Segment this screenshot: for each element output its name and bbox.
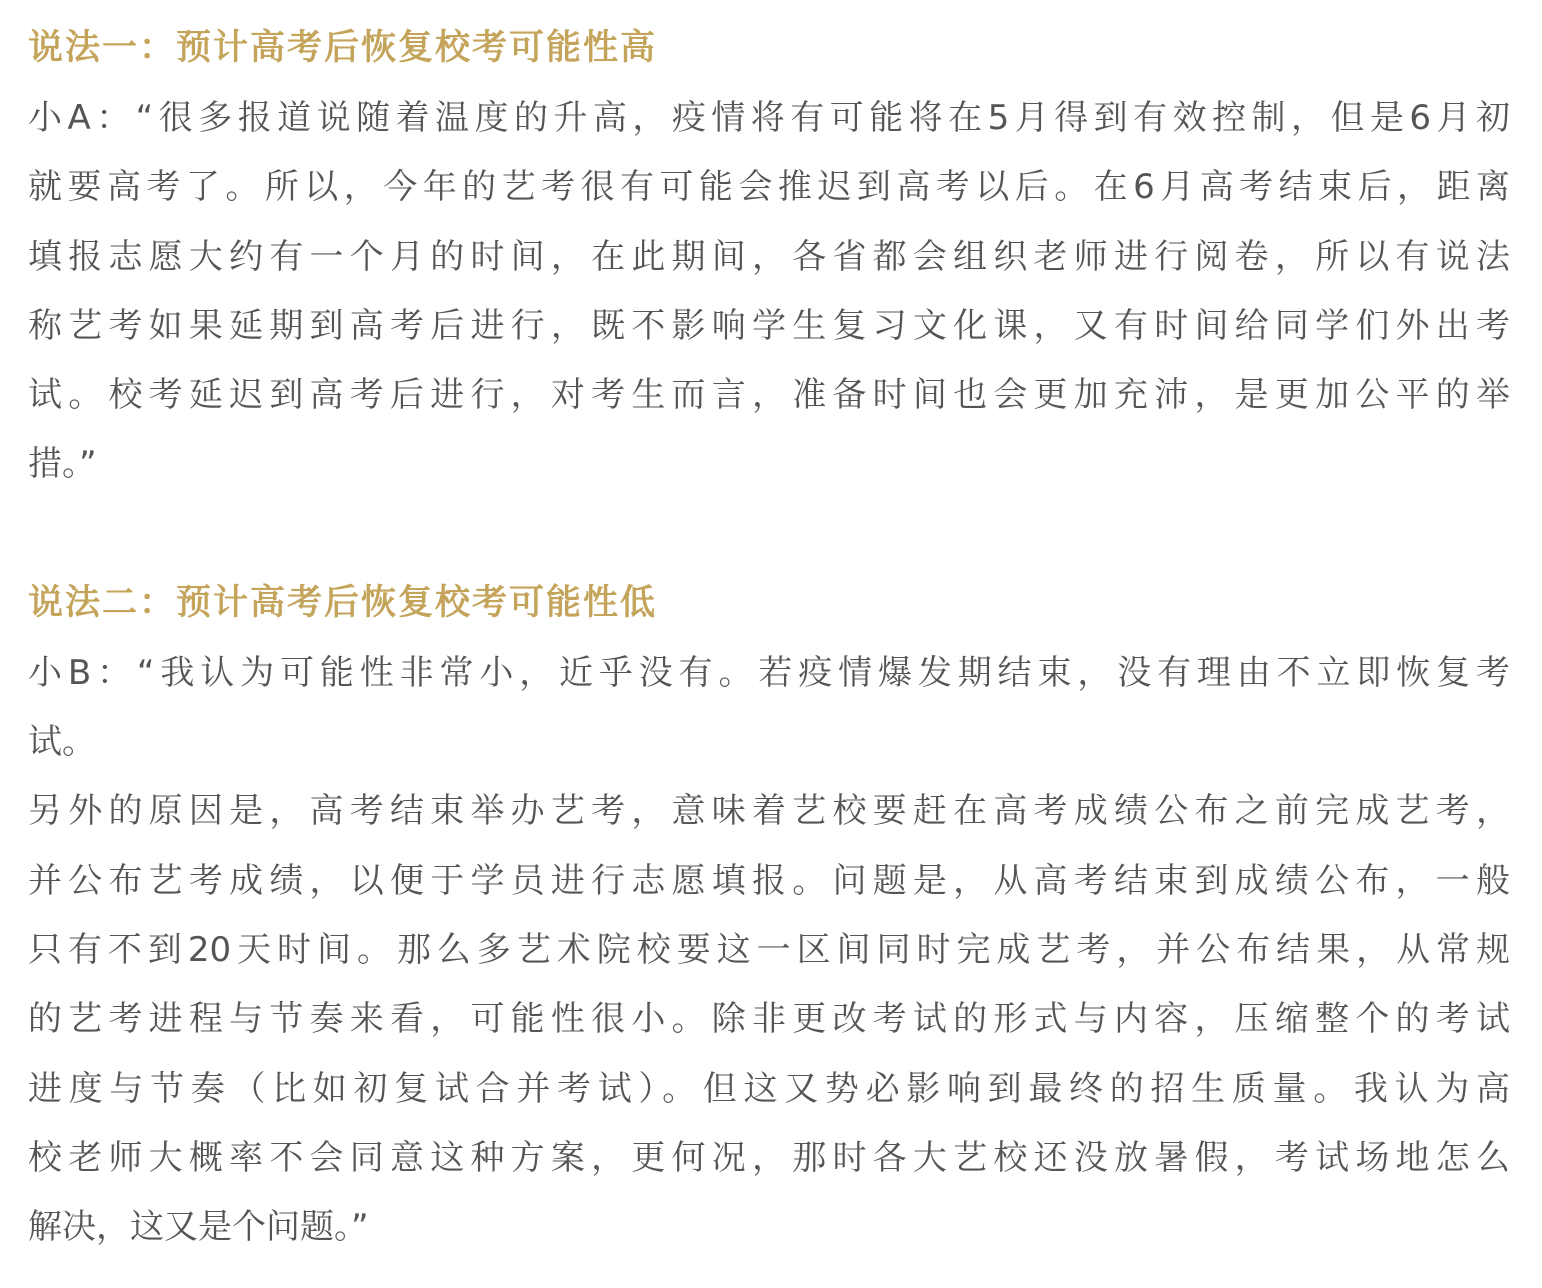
section-2-paragraph-line: 并公布艺考成绩，以便于学员进行志愿填报。问题是，从高考结束到成绩公布，一般 <box>28 861 1510 901</box>
section-2-paragraph-line: 解决，这又是个问题。” <box>28 1207 369 1247</box>
section-2-paragraph-line: 只有不到20天时间。那么多艺术院校要这一区间同时完成艺考，并公布结果，从常规 <box>28 930 1510 970</box>
section-1-paragraph-line: 填报志愿大约有一个月的时间，在此期间，各省都会组织老师进行阅卷，所以有说法 <box>28 237 1510 277</box>
section-1-heading: 说法一：预计高考后恢复校考可能性高 <box>28 28 658 68</box>
section-2-paragraph-line: 小B：“我认为可能性非常小，近乎没有。若疫情爆发期结束，没有理由不立即恢复考 <box>28 653 1510 693</box>
section-2-paragraph-line: 进度与节奏（比如初复试合并考试）。但这又势必影响到最终的招生质量。我认为高 <box>28 1069 1510 1109</box>
section-1-paragraph-line: 措。” <box>28 444 97 484</box>
section-1-paragraph-line: 就要高考了。所以，今年的艺考很有可能会推迟到高考以后。在6月高考结束后，距离 <box>28 167 1510 207</box>
section-1-paragraph-line: 小A：“很多报道说随着温度的升高，疫情将有可能将在5月得到有效控制，但是6月初 <box>28 98 1510 138</box>
section-2-paragraph-line: 校老师大概率不会同意这种方案，更何况，那时各大艺校还没放暑假，考试场地怎么 <box>28 1138 1510 1178</box>
section-1-paragraph-line: 试。校考延迟到高考后进行，对考生而言，准备时间也会更加充沛，是更加公平的举 <box>28 375 1510 415</box>
section-2-paragraph-line: 另外的原因是，高考结束举办艺考，意味着艺校要赶在高考成绩公布之前完成艺考， <box>28 791 1510 831</box>
section-2-heading: 说法二：预计高考后恢复校考可能性低 <box>28 583 658 623</box>
section-2-paragraph-line: 试。 <box>28 722 96 762</box>
section-1-paragraph-line: 称艺考如果延期到高考后进行，既不影响学生复习文化课，又有时间给同学们外出考 <box>28 306 1510 346</box>
section-2-paragraph-line: 的艺考进程与节奏来看，可能性很小。除非更改考试的形式与内容，压缩整个的考试 <box>28 999 1510 1039</box>
